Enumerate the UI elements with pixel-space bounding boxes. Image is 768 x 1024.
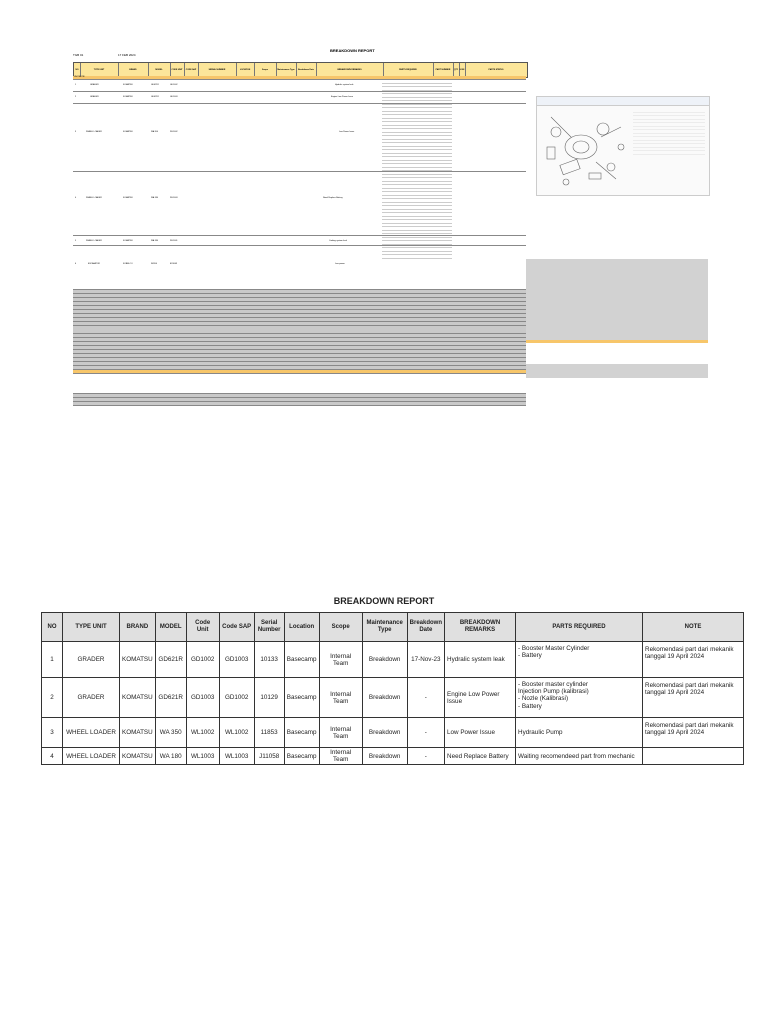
cell-code-unit: WL1003 [186, 748, 219, 765]
cell-note: Rekomendasi part dari mekanik tanggal 19 April 2024 [643, 718, 744, 748]
cell-serial-number: J11058 [254, 748, 284, 765]
thumb-col: LOCATION [236, 63, 255, 77]
col-location: Location [284, 613, 319, 642]
cell-no: 2 [42, 678, 63, 718]
thumb-row [73, 246, 526, 290]
cell-no: 1 [42, 642, 63, 678]
thumb-row [73, 236, 526, 246]
part-line: - Battery [518, 652, 542, 660]
cell-type-unit: WHEEL LOADER [63, 748, 120, 765]
thumb-cell: GD1002 [170, 84, 178, 87]
table-row [42, 748, 744, 765]
thumb-col: Scope [254, 63, 277, 77]
breakdown-table [41, 612, 744, 765]
thumb-cell: GRADER [90, 84, 99, 87]
thumb-col: BREAKDOWN REMARKS [316, 63, 384, 77]
thumb-cell: Low Power Issue [339, 130, 355, 133]
thumb-col: NO [74, 63, 81, 77]
diagram-toolbar [537, 97, 709, 106]
cell-type-unit: GRADER [63, 678, 120, 718]
thumb-cell: Low power [335, 263, 345, 266]
cell-location: Basecamp [284, 642, 319, 678]
cell-maintenance-type: Breakdown [362, 718, 407, 748]
thumb-row [73, 374, 526, 394]
thumb-cell: KOMATSU [123, 96, 133, 99]
thumb-cell: 6 [75, 263, 77, 266]
cell-code-unit: GD1003 [186, 678, 219, 718]
cell-serial-number: 10129 [254, 678, 284, 718]
part-line: Injection Pump (kalibrasi) [518, 688, 589, 696]
cell-serial-number: 11853 [254, 718, 284, 748]
thumb-cell: Need Replace Battery [323, 197, 343, 200]
cell-code-unit: GD1002 [186, 642, 219, 678]
thumb-row [73, 172, 526, 236]
cell-maintenance-type: Breakdown [362, 748, 407, 765]
thumb-gray-band [526, 259, 708, 341]
cell-code-sap: GD1003 [219, 642, 254, 678]
parts-diagram-image [536, 96, 710, 196]
thumb-col: PARTS REQUIRED [383, 63, 434, 77]
report-title: BREAKDOWN REPORT [333, 596, 435, 606]
thumb-row [73, 80, 526, 92]
thumb-cell: GD621R [151, 84, 159, 87]
cell-note: Rekomendasi part dari mekanik tanggal 19 April 2024 [643, 678, 744, 718]
cell-type-unit: GRADER [63, 642, 120, 678]
thumb-cell: GD1003 [170, 96, 178, 99]
col-breakdown-remarks: BREAKDOWN REMARKS [445, 613, 516, 642]
thumb-gray-band [526, 364, 708, 378]
thumb-row [73, 402, 526, 406]
thumb-cell: SK200 [151, 263, 158, 266]
col-maintenance-type: Maintenance Type [362, 613, 407, 642]
thumb-cell: WL1002 [170, 130, 178, 133]
col-code-unit: Code Unit [186, 613, 219, 642]
col-serial-number: Serial Number [254, 613, 284, 642]
thumb-cell: KOMATSU [123, 84, 133, 87]
cell-location: Basecamp [284, 748, 319, 765]
col-scope: Scope [319, 613, 362, 642]
cell-brand: KOMATSU [120, 642, 156, 678]
thumbnail-title: BREAKDOWN REPORT [330, 48, 375, 53]
cell-brand: KOMATSU [120, 678, 156, 718]
thumb-row [73, 326, 526, 334]
table-row [42, 718, 744, 748]
cell-breakdown-remarks: Hydralic system leak [445, 642, 516, 678]
cell-breakdown-date: 17-Nov-23 [407, 642, 444, 678]
cell-code-sap: GD1002 [219, 678, 254, 718]
part-line: - Booster Master Cylinder [518, 645, 590, 652]
cell-brand: KOMATSU [120, 718, 156, 748]
cell-note: Rekomendasi part dari mekanik tanggal 19 April 2024 [643, 642, 744, 678]
thumb-col: PARTS STATUS [488, 69, 504, 71]
thumb-cell: WHEEL LOADER [86, 197, 102, 200]
thumb-cell: KOMATSU [123, 239, 133, 242]
thumb-col: MODEL [148, 63, 171, 77]
cell-scope: Internal Team [319, 642, 362, 678]
col-no: NO [42, 613, 63, 642]
part-line: - Nozle (Kalibrasi) [518, 695, 569, 703]
thumb-row [73, 92, 526, 104]
cell-model: GD621R [155, 642, 186, 678]
thumb-col: TYPE UNIT [80, 63, 119, 77]
thumb-col: Breakdown Date [296, 63, 317, 77]
col-model: MODEL [155, 613, 186, 642]
cell-breakdown-date: - [407, 718, 444, 748]
table-row [42, 642, 744, 678]
thumbnail-meta-right: 17 FEB 2024 [118, 53, 136, 57]
thumb-row [73, 104, 526, 172]
thumb-col: BRAND [118, 63, 149, 77]
cell-breakdown-remarks: Need Replace Battery [445, 748, 516, 765]
diagram-parts-list [633, 109, 705, 157]
thumb-cell: 1 [75, 84, 77, 87]
cell-scope: Internal Team [319, 748, 362, 765]
thumb-cell: 3 [75, 130, 77, 133]
thumb-cell: KOBELCO [123, 263, 133, 266]
thumb-cell: WL1003 [170, 197, 178, 200]
thumb-cell: EX1003 [170, 263, 178, 266]
part-line: - Battery [518, 702, 542, 710]
thumb-col: CODE SAP [184, 63, 199, 77]
thumb-cell: WA 180 [151, 197, 158, 200]
cell-model: GD621R [155, 678, 186, 718]
table-row [42, 678, 744, 718]
cell-serial-number: 10133 [254, 642, 284, 678]
part-line: Hydraulic Pump [518, 729, 563, 736]
thumb-cell: WHEEL LOADER [86, 130, 102, 133]
col-type-unit: TYPE UNIT [63, 613, 120, 642]
thumb-cell: 4 [75, 197, 77, 200]
cell-scope: Internal Team [319, 678, 362, 718]
col-note: NOTE [643, 613, 744, 642]
cell-breakdown-remarks: Engine Low Power Issue [445, 678, 516, 718]
col-breakdown-date: Breakdown Date [407, 613, 444, 642]
thumb-cell: KOMATSU [123, 197, 133, 200]
thumb-cell: Engine Low Power Issue [331, 96, 354, 99]
cell-maintenance-type: Breakdown [362, 642, 407, 678]
cell-code-sap: WL1002 [219, 718, 254, 748]
thumb-cell: KOMATSU [123, 130, 133, 133]
thumb-group-label: UNIT AKTIF [74, 76, 85, 78]
thumbnail-body [73, 76, 526, 421]
thumb-cell: GD621R [151, 96, 159, 99]
cell-no: 3 [42, 718, 63, 748]
cell-parts-required [516, 678, 643, 718]
cell-code-unit: WL1002 [186, 718, 219, 748]
part-line: - Booster master cylinder [518, 681, 589, 688]
thumb-col: UOM [459, 63, 466, 77]
thumb-col: PART NUMBER [433, 63, 454, 77]
thumbnail-meta-left: TGB 01 [73, 53, 84, 57]
col-code-sap: Code SAP [219, 613, 254, 642]
thumb-cell: GRADER [90, 96, 99, 99]
cell-note [643, 748, 744, 765]
cell-breakdown-remarks: Low Power Issue [445, 718, 516, 748]
cell-no: 4 [42, 748, 63, 765]
thumb-yellow-band [526, 340, 708, 343]
thumb-cell: 5 [75, 239, 77, 242]
cell-model: WA 350 [155, 718, 186, 748]
cell-parts-required [516, 642, 643, 678]
cell-maintenance-type: Breakdown [362, 678, 407, 718]
thumb-cell: Cooling system leak [329, 239, 347, 242]
cell-scope: Internal Team [319, 718, 362, 748]
cell-parts-required [516, 748, 643, 765]
spreadsheet-thumbnail [60, 44, 708, 384]
thumb-cell: Hydralic system leak [335, 84, 354, 87]
part-line: Waiting recomendeed part from mechanic [518, 752, 635, 760]
thumb-col: QTY [453, 63, 460, 77]
thumb-cell: WHEEL LOADER [86, 239, 102, 242]
cell-model: WA 180 [155, 748, 186, 765]
thumb-col: Maintenance Type [276, 63, 297, 77]
cell-type-unit: WHEEL LOADER [63, 718, 120, 748]
thumb-col: SERIAL NUMBER [198, 63, 237, 77]
cell-breakdown-date: - [407, 678, 444, 718]
thumb-cell: WL1001 [170, 239, 178, 242]
cell-brand: KOMATSU [120, 748, 156, 765]
thumb-cell: 2 [75, 96, 77, 99]
table-header-row [42, 613, 744, 642]
cell-location: Basecamp [284, 678, 319, 718]
thumb-cell: WA 350 [151, 130, 158, 133]
cell-parts-required [516, 718, 643, 748]
thumb-cell: EXCAVATOR [88, 263, 100, 266]
cell-location: Basecamp [284, 718, 319, 748]
thumb-col: CODE UNIT [170, 63, 185, 77]
exploded-pump-drawing [541, 107, 631, 193]
thumb-cell: WA 180 [151, 239, 158, 242]
cell-code-sap: WL1003 [219, 748, 254, 765]
col-brand: BRAND [120, 613, 156, 642]
cell-breakdown-date: - [407, 748, 444, 765]
col-parts-required: PARTS REQUIRED [516, 613, 643, 642]
